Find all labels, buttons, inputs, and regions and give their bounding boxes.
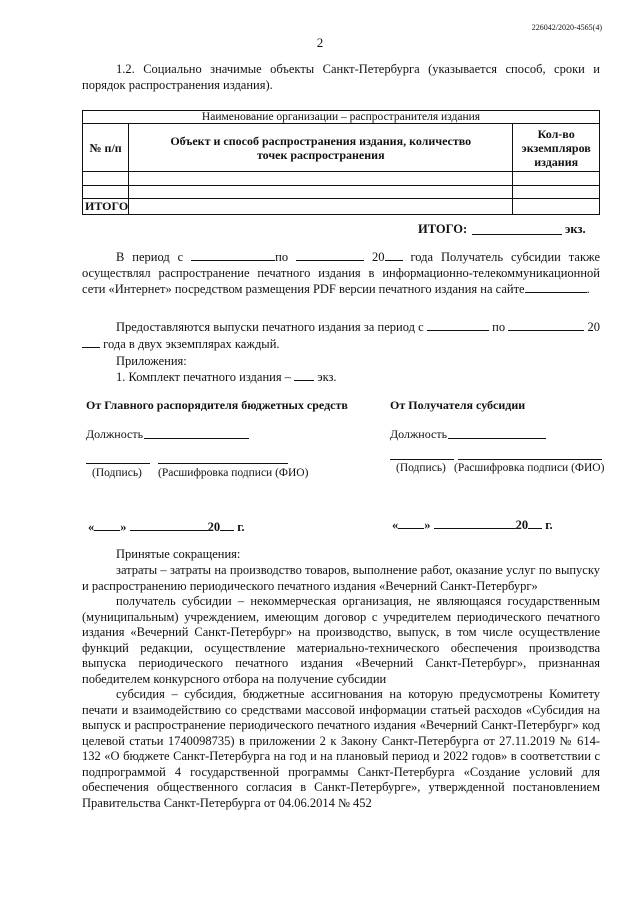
table-cell[interactable] <box>83 172 129 186</box>
table-cell[interactable] <box>129 186 513 199</box>
left-date-year-blank[interactable] <box>220 519 234 531</box>
right-position-label: Должность <box>390 427 448 441</box>
left-signature-caption: (Подпись) <box>92 467 142 479</box>
website-blank[interactable] <box>525 281 587 293</box>
left-decode-caption: (Расшифровка подписи (ФИО) <box>158 467 309 479</box>
period-paragraph <box>82 249 600 298</box>
abbrev-title: Принятые сокращения: <box>116 547 241 561</box>
period-text-5: . <box>586 282 590 296</box>
left-position-label: Должность <box>86 427 144 441</box>
abbrev-costs: затраты – затраты на производство товаров, выполнение работ, оказание услуг по выпуску и распространению периодического печатного издания «Вечерний Санкт-Петербург» <box>82 563 600 593</box>
period-from-blank[interactable] <box>191 249 275 261</box>
right-signature-caption: (Подпись) <box>396 462 446 474</box>
itogo-unit: экз. <box>565 222 586 236</box>
issues-text-3: 20 <box>587 320 601 334</box>
right-date-open-quote: « <box>392 518 399 532</box>
left-date-close-quote: » <box>120 520 127 534</box>
left-sign-header: От Главного распорядителя бюджетных средств <box>86 398 348 412</box>
right-date-close-quote: » <box>424 518 431 532</box>
abbrev-recipient: получатель субсидии – некоммерческая организация, не являющаяся государственным (муниципальным) учреждением, имеющим договор с учредителем периодического печатного издания «Вечерний Санкт-Петербург» на производство, выпуск, в том числе осуществление функций редакции, осуществление материально-технического обеспечения производства выпуска периодического печатного издания «Вечерний Санкт-Петербург», признанная победителем конкурсного отбора на получение субсидии <box>82 594 600 686</box>
period-text-2: по <box>275 250 289 264</box>
issues-to-blank[interactable] <box>508 319 584 331</box>
document-number: 226042/2020-4565(4) <box>531 23 602 32</box>
issues-text-1: Предоставляются выпуски печатного издания за период с <box>116 320 424 334</box>
right-date-year-blank[interactable] <box>528 517 542 529</box>
table-cell[interactable] <box>129 172 513 186</box>
attachment-1 <box>116 369 337 385</box>
abbrev-list <box>82 563 600 811</box>
total-row-label: ИТОГО <box>83 199 129 215</box>
left-date-open-quote: « <box>88 520 95 534</box>
table-cell[interactable] <box>513 186 600 199</box>
period-text-3: 20 <box>372 250 385 264</box>
col-qty-header: Кол-во экземпляров издания <box>513 124 600 172</box>
attachment-1-text: 1. Комплект печатного издания – <box>116 370 291 384</box>
left-date-month-blank[interactable] <box>130 519 208 531</box>
issues-paragraph <box>82 319 600 352</box>
right-date-year: 20 <box>515 518 529 532</box>
left-date-g: г. <box>237 520 245 534</box>
right-signature-blank[interactable] <box>390 459 454 460</box>
table-cell[interactable] <box>129 199 513 215</box>
itogo-blank[interactable] <box>472 234 562 235</box>
right-sign-header: От Получателя субсидии <box>390 398 526 412</box>
table-cell[interactable] <box>83 186 129 199</box>
period-to-blank[interactable] <box>296 249 364 261</box>
table-cell[interactable] <box>513 172 600 186</box>
left-date-day-blank[interactable] <box>94 519 120 531</box>
left-decode-blank[interactable] <box>158 463 288 464</box>
period-text-4: года Получатель субсидии также осуществлял распространение печатного издания в информационно-телекоммуникационной сети «Интернет» посредством размещения PDF версии печатного издания на сайте <box>82 250 601 296</box>
right-decode-blank[interactable] <box>458 459 602 460</box>
attachment-qty-blank[interactable] <box>294 369 314 381</box>
right-position-blank[interactable] <box>448 438 546 439</box>
issues-from-blank[interactable] <box>427 319 489 331</box>
left-date <box>88 519 245 535</box>
right-date-day-blank[interactable] <box>398 517 424 529</box>
org-header-cell: Наименование организации – распространителя издания <box>83 111 600 124</box>
section-1-2 <box>82 62 600 93</box>
attachment-1-unit: экз. <box>317 370 337 384</box>
left-position-blank[interactable] <box>144 438 249 439</box>
period-year-blank[interactable] <box>385 249 403 261</box>
issues-year-blank[interactable] <box>82 336 100 348</box>
page-number: 2 <box>316 35 324 50</box>
issues-text-2: по <box>492 320 506 334</box>
attachments-label: Приложения: <box>116 354 187 368</box>
col-object-header: Объект и способ распространения издания, количество точек распространения <box>129 124 513 172</box>
itogo-label: ИТОГО: <box>418 222 468 236</box>
distribution-table <box>82 110 600 215</box>
right-date-g: г. <box>545 518 553 532</box>
col-num-header: № п/п <box>83 124 129 172</box>
section-1-2-text: 1.2. Социально значимые объекты Санкт-Петербурга (указывается способ, сроки и порядок распространения издания). <box>82 62 600 92</box>
issues-text-4: года в двух экземплярах каждый. <box>103 336 280 351</box>
abbrev-subsidy: субсидия – субсидия, бюджетные ассигнования на которую предусмотрены Комитету печати и взаимодействию со средствами массовой информации статьей расходов «Субсидия на выпуск и распространение периодического печатного издания «Вечерний Санкт-Петербург» код целевой статьи 1740098735) в приложении 2 к Закону Санкт-Петербурга от 27.11.2019 № 614-132 «О бюджете Санкт-Петербурга на год и на плановый период и 2022 годов» в соответствии с подпрограммой 4 государственной программы Санкт-Петербурга «Создание условий для обеспечения общественного согласия в Санкт-Петербурге», утвержденной постановлением Правительства Санкт-Петербурга от 04.06.2014 № 452 <box>82 687 600 810</box>
right-decode-caption: (Расшифровка подписи (ФИО) <box>454 462 605 474</box>
right-date <box>392 517 553 533</box>
left-signature-blank[interactable] <box>86 463 150 464</box>
right-date-month-blank[interactable] <box>434 517 516 529</box>
left-date-year: 20 <box>207 520 221 534</box>
table-cell[interactable] <box>513 199 600 215</box>
period-text-1: В период с <box>116 250 184 264</box>
